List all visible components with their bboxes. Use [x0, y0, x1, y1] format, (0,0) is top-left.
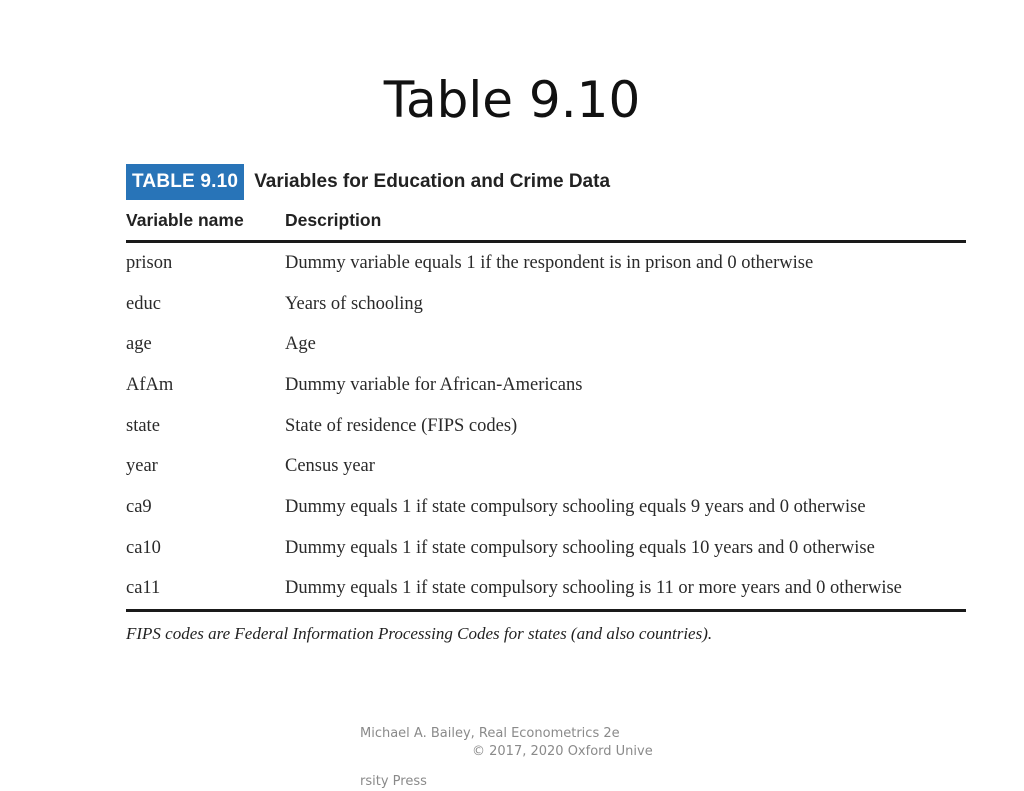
- footer-publisher-line: rsity Press: [360, 774, 427, 789]
- variable-name-cell: year: [126, 456, 158, 477]
- table-row: [126, 284, 966, 325]
- table-row: [126, 487, 966, 528]
- variable-name-cell: ca9: [126, 496, 152, 517]
- description-cell: Years of schooling: [285, 293, 423, 314]
- table-caption: Variables for Education and Crime Data: [254, 171, 611, 192]
- table-row: [126, 365, 966, 406]
- footer-author-line: Michael A. Bailey, Real Econometrics 2e: [360, 726, 620, 741]
- header-description: Description: [285, 209, 382, 230]
- description-cell: Dummy variable for African-Americans: [285, 374, 583, 395]
- description-cell: Dummy equals 1 if state compulsory schooling is 11 or more years and 0 otherwise: [285, 578, 902, 599]
- description-cell: Age: [285, 334, 316, 355]
- table-row: [126, 324, 966, 365]
- table-row: [126, 243, 966, 284]
- variables-table: [126, 164, 966, 644]
- variable-name-cell: ca11: [126, 578, 161, 599]
- table-caption-row: [126, 164, 966, 200]
- table-row: [126, 446, 966, 487]
- variable-name-cell: educ: [126, 293, 161, 314]
- description-cell: Dummy equals 1 if state compulsory schooling equals 9 years and 0 otherwise: [285, 496, 866, 517]
- header-variable-name: Variable name: [126, 209, 244, 230]
- variable-name-cell: AfAm: [126, 374, 174, 395]
- table-header-row: [126, 200, 966, 243]
- description-cell: Dummy variable equals 1 if the respondent is in prison and 0 otherwise: [285, 252, 814, 273]
- variable-name-cell: prison: [126, 252, 173, 273]
- slide-footer: [360, 725, 670, 791]
- variable-name-cell: ca10: [126, 537, 161, 558]
- table-row: [126, 406, 966, 447]
- table-row: [126, 569, 966, 610]
- variable-name-cell: age: [126, 334, 152, 355]
- description-cell: State of residence (FIPS codes): [285, 415, 518, 436]
- variable-name-cell: state: [126, 415, 160, 436]
- slide-title: Table 9.10: [383, 71, 641, 129]
- table-footnote: FIPS codes are Federal Information Processing Codes for states (and also countries).: [126, 624, 713, 644]
- description-cell: Census year: [285, 456, 375, 477]
- table-body: [126, 243, 966, 612]
- footer-copyright-line: © 2017, 2020 Oxford Unive: [472, 744, 653, 759]
- table-row: [126, 528, 966, 569]
- description-cell: Dummy equals 1 if state compulsory schooling equals 10 years and 0 otherwise: [285, 537, 875, 558]
- table-number-tag: TABLE 9.10: [126, 164, 244, 200]
